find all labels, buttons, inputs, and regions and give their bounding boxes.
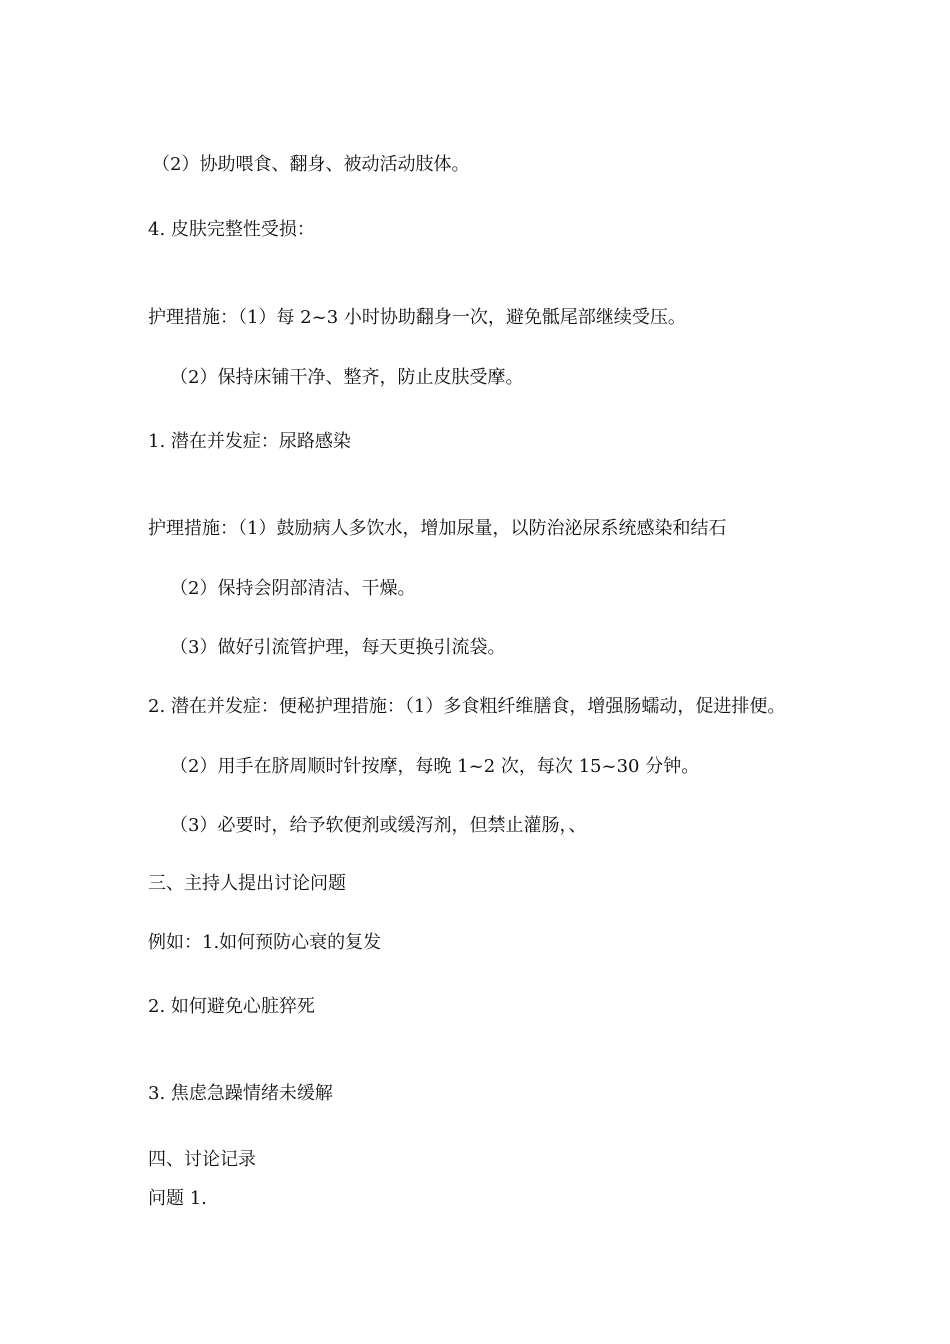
- heading-constipation: 2. 潜在并发症：便秘护理措施：（1）多食粗纤维膳食，增强肠蠕动，促进排便。: [148, 696, 786, 717]
- text-line-turning: 护理措施：（1）每 2~3 小时协助翻身一次，避免骶尾部继续受压。: [148, 307, 686, 328]
- text-line-laxative: （3）必要时，给予软便剂或缓泻剂，但禁止灌肠，、: [170, 815, 587, 836]
- text-line-question-3: 3. 焦虑急躁情绪未缓解: [148, 1083, 333, 1104]
- heading-skin-integrity: 4. 皮肤完整性受损：: [148, 219, 315, 240]
- text-line-perineum-clean: （2）保持会阴部清洁、干燥。: [170, 578, 416, 599]
- heading-urinary-infection: 1. 潜在并发症：尿路感染: [148, 431, 351, 452]
- text-line-question-2: 2. 如何避免心脏猝死: [148, 996, 315, 1017]
- text-line-massage: （2）用手在脐周顺时针按摩，每晚 1~2 次，每次 15~30 分钟。: [170, 756, 700, 777]
- text-line-feeding: （2）协助喂食、翻身、被动活动肢体。: [152, 154, 470, 175]
- text-line-drink-water: 护理措施：（1）鼓励病人多饮水，增加尿量，以防治泌尿系统感染和结石: [148, 518, 727, 539]
- text-line-problem-1: 问题 1.: [148, 1188, 207, 1209]
- section-heading-discussion-questions: 三、主持人提出讨论问题: [148, 873, 346, 894]
- text-line-drainage-care: （3）做好引流管护理，每天更换引流袋。: [170, 637, 506, 658]
- text-line-example-1: 例如：1.如何预防心衰的复发: [148, 932, 382, 953]
- text-line-bed-clean: （2）保持床铺干净、整齐，防止皮肤受摩。: [170, 367, 524, 388]
- section-heading-discussion-record: 四、讨论记录: [148, 1149, 256, 1170]
